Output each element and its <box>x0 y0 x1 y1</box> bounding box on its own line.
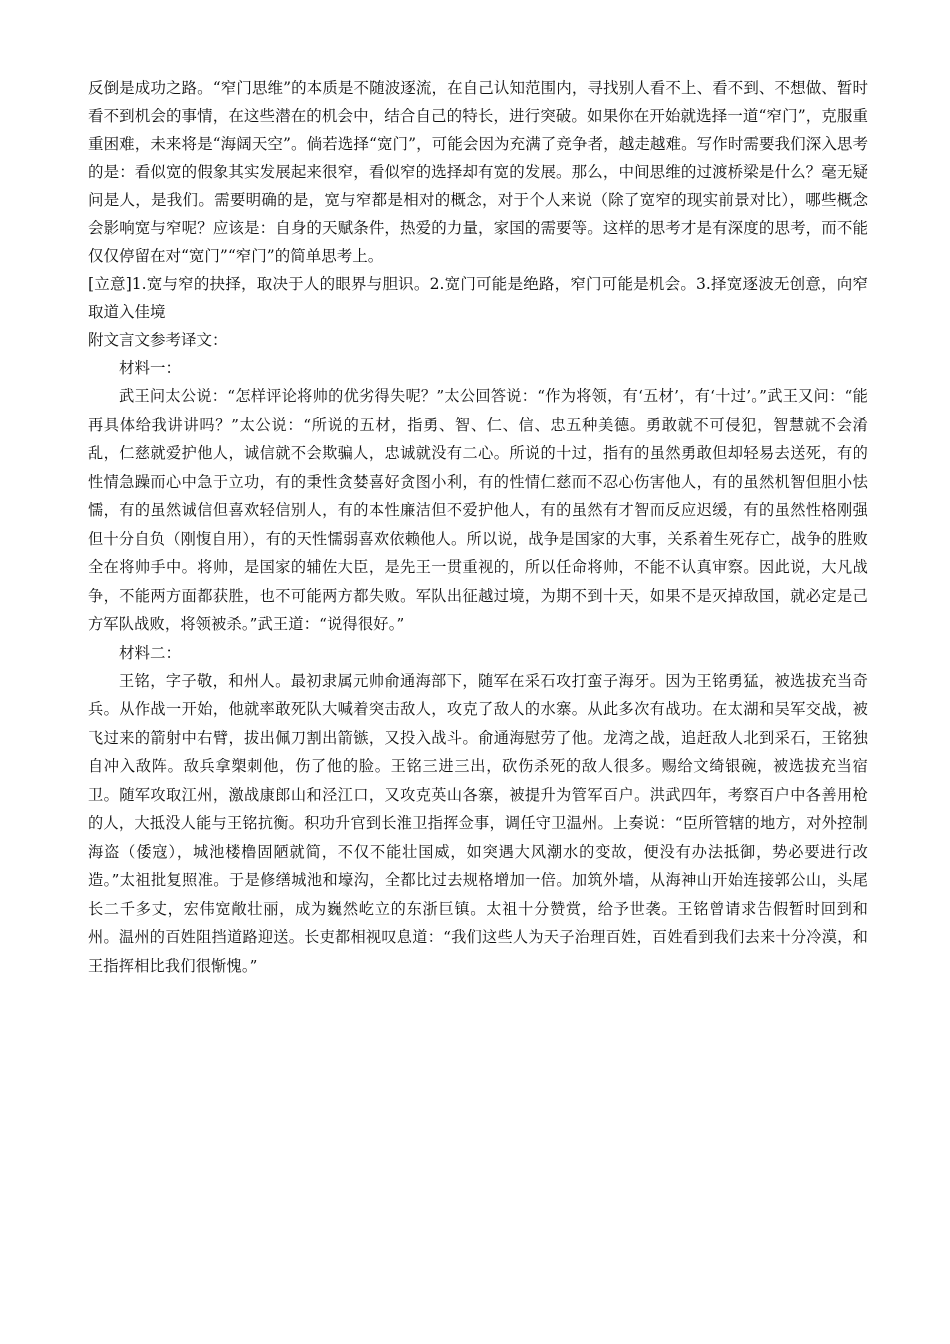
material1-text: 武王问太公说：“怎样评论将帅的优劣得失呢？”太公回答说：“作为将领，有‘五材’，有‘十过’。”武王又问：“能再具体给我讲讲吗？”太公说：“所说的五材，指勇、智、仁、信、忠五种美德。勇敢就不可侵犯，智慧就不会淆乱，仁慈就爱护他人，诚信就不会欺骗人，忠诚就没有二心。所说的十过，指有的虽然勇敢但却轻易去送死，有的性情急躁而心中急于立功，有的秉性贪婪喜好贪图小利，有的性情仁慈而不忍心伤害他人，有的虽然机智但胆小怯懦，有的虽然诚信但喜欢轻信别人，有的本性廉洁但不爱护他人，有的虽然有才智而反应迟缓，有的虽然性格刚强但十分自负（刚愎自用），有的天性懦弱喜欢依赖他人。所以说，战争是国家的大事，关系着生死存亡，战争的胜败全在将帅手中。将帅，是国家的辅佐大臣，是先王一贯重视的，所以任命将帅，不能不认真审察。因此说，大凡战争，不能两方面都获胜，也不可能两方都失败。军队出征越过境，为期不到十天，如果不是灭掉敌国，就必定是己方军队战败，将领被杀。”武王道：“说得很好。” <box>88 387 868 633</box>
document-page <box>88 74 868 980</box>
lizhi-paragraph: [立意]1.宽与窄的抉择，取决于人的眼界与胆识。2.宽门可能是绝路，窄门可能是机会。3.择宽逐波无创意，向窄取道入佳境 <box>88 275 868 321</box>
essay-paragraph: 反倒是成功之路。“窄门思维”的本质是不随波逐流，在自己认知范围内，寻找别人看不上、看不到、不想做、暂时看不到机会的事情，在这些潜在的机会中，结合自己的特长，进行突破。如果你在开始就选择一道“窄门”，克服重重困难，未来将是“海阔天空”。倘若选择“宽门”，可能会因为充满了竞争者，越走越难。写作时需要我们深入思考的是：看似宽的假象其实发展起来很窄，看似窄的选择却有宽的发展。那么，中间思维的过渡桥梁是什么？毫无疑问是人，是我们。需要明确的是，宽与窄都是相对的概念，对于个人来说（除了宽窄的现实前景对比），哪些概念会影响宽与窄呢？应该是：自身的天赋条件，热爱的力量，家国的需要等。这样的思考才是有深度的思考，而不能仅仅停留在对“宽门”“窄门”的简单思考上。 <box>88 79 868 265</box>
material2-label: 材料二： <box>119 643 182 662</box>
material2-text: 王铭，字子敬，和州人。最初隶属元帅俞通海部下，随军在采石攻打蛮子海牙。因为王铭勇猛，被选拔充当奇兵。从作战一开始，他就率敢死队大喊着突击敌人，攻克了敌人的水寨。从此多次有战功。在太湖和吴军交战，被飞过来的箭射中右臂，拔出佩刀割出箭镞，又投入战斗。俞通海慰劳了他。龙湾之战，追赶敌人北到采石，王铭独自冲入敌阵。敌兵拿槊刺他，伤了他的脸。王铭三进三出，砍伤杀死的敌人很多。赐给文绮银碗，被选拔充当宿卫。随军攻取江州，激战康郎山和泾江口，又攻克英山各寨，被提升为管军百户。洪武四年，考察百户中各善用枪的人，大抵没人能与王铭抗衡。积功升官到长淮卫指挥佥事，调任守卫温州。上奏说：“臣所管辖的地方，对外控制海盗（倭寇），城池楼橹固陋就简，不仅不能壮国威，如突遇大风潮水的变故，便没有办法抵御，势必要进行改造。”太祖批复照准。于是修缮城池和壕沟，全都比过去规格增加一倍。加筑外墙，从海神山开始连接郭公山，头尾长二千多丈，宏伟宽敞壮丽，成为巍然屹立的东浙巨镇。太祖十分赞赏，给予世袭。王铭曾请求告假暂时回到和州。温州的百姓阻挡道路迎送。长吏都相视叹息道：“我们这些人为天子治理百姓，百姓看到我们去来十分冷漠，和王指挥相比我们很惭愧。” <box>88 671 868 975</box>
translation-heading: 附文言文参考译文： <box>88 331 228 349</box>
material1-label: 材料一： <box>119 359 182 377</box>
